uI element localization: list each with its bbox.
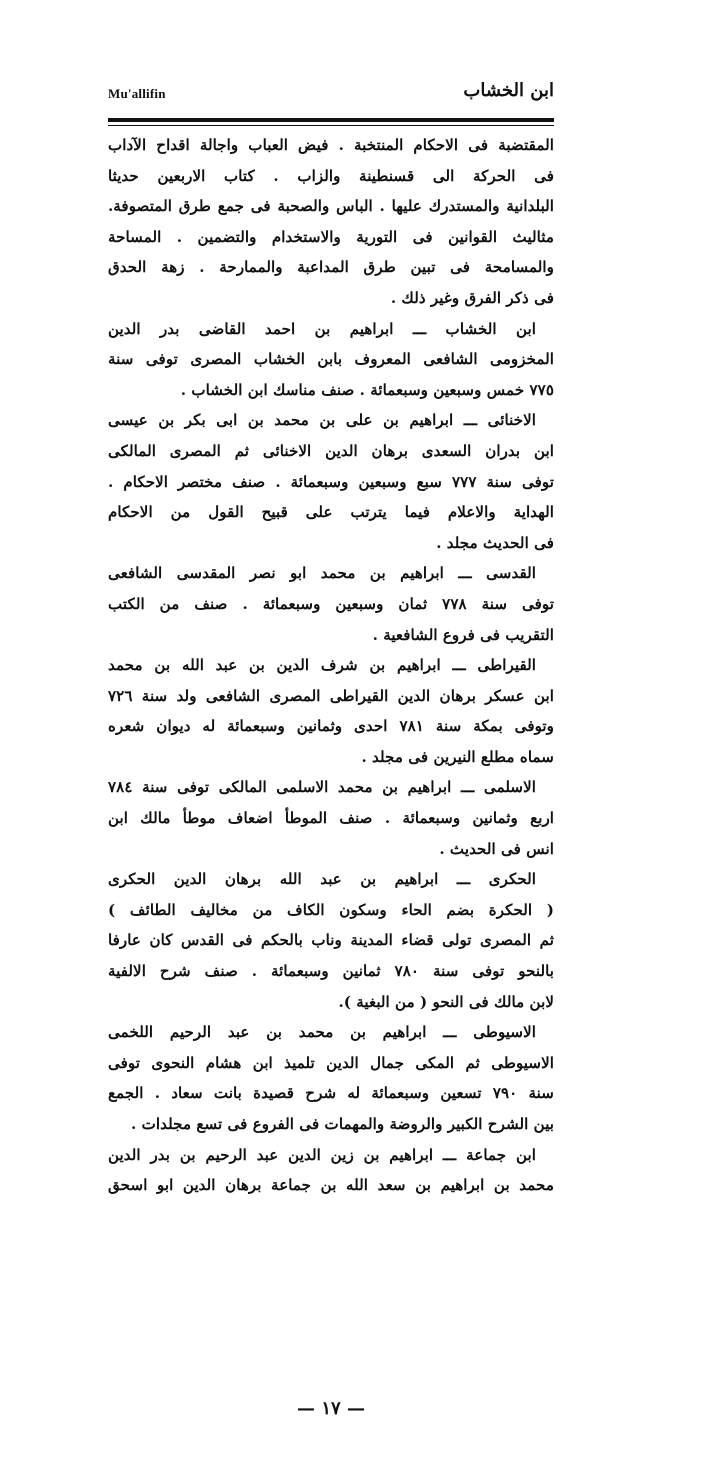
text-line: التقريب فى فروع الشافعية . [372,625,554,644]
text-line: بين الشرح الكبير والروضة والمهمات فى الفروع فى تسع مجلدات . [131,1115,554,1133]
text-line: الهداية والاعلام فيما يترتب على قبيح القول من الاحكام [108,503,554,522]
text-line: انس فى الحديث . [439,839,554,858]
text-line: الاسلمى ـــ ابراهيم بن محمد الاسلمى المالكى توفى سنة ٧٨٤ [108,778,536,797]
header-right-title: ابن الخشاب [463,80,554,101]
text-line: محمد بن ابراهيم بن سعد الله بن جماعة برهان الدين ابو اسحق [108,1176,554,1195]
text-line: ابن الخشاب ـــ ابراهيم بن احمد القاضى بدر الدين [108,319,536,338]
header-rule-thin [108,125,554,126]
text-line: ٧٧٥ خمس وسبعين وسبعمائة . صنف مناسك ابن الخشاب . [180,380,554,399]
text-line: المقتضبة فى الاحكام المنتخبة . فيض العباب واجالة اقداح الآداب [108,136,554,154]
text-line: توفى سنة ٧٧٧ سبع وسبعين وسبعمائة . صنف مختصر الاحكام . [108,472,554,491]
text-line: سنة ٧٩٠ تسعين وسبعمائة له شرح قصيدة بانت سعاد . الجمع [108,1084,554,1103]
text-line: ابن بدران السعدى برهان الدين الاخنائى ثم المصرى المالكى [108,441,554,460]
text-line: ثم المصرى تولى قضاء المدينة وناب بالحكم فى القدس كان عارفا [108,931,554,950]
text-line: بالنحو توفى سنة ٧٨٠ ثمانين وسبعمائة . صنف شرح الالفية [108,962,554,981]
text-line: ( الحكرة بضم الحاء وسكون الكاف من مخاليف الطائف ) [108,900,554,919]
text-line: فى الحديث مجلد . [436,533,554,552]
text-line: القيراطى ـــ ابراهيم بن شرف الدين بن عبد الله بن محمد [108,656,536,675]
running-header [108,80,554,118]
text-line: الحكرى ـــ ابراهيم بن عبد الله برهان الدين الحكرى [108,870,536,889]
text-line: مثاليث القوانين فى التورية والاستخدام والتضمين . المساحة [108,227,554,246]
header-left-text: Mu'allifin [108,86,166,101]
text-line: فى ذكر الفرق وغير ذلك . [390,288,554,307]
text-line: البلدانية والمستدرك عليها . الباس والصحبة فى جمع طرق المتصوفة. [108,197,554,216]
text-line: سماه مطلع النيرين فى مجلد . [361,747,554,766]
text-line: ابن عسكر برهان الدين القيراطى المصرى الشافعى ولد سنة ٧٢٦ [108,686,554,705]
text-line: توفى سنة ٧٧٨ ثمان وسبعين وسبعمائة . صنف من الكتب [108,594,554,613]
page-number: — ١٧ — [297,1398,365,1419]
text-line: اربع وثمانين وسبعمائة . صنف الموطأ اضعاف موطأ مالك ابن [108,809,554,828]
text-line: الاخنائى ـــ ابراهيم بن على بن محمد بن ابى بكر بن عيسى [108,411,536,430]
text-line: فى الحركة الى قسنطينة والزاب . كتاب الاربعين حديثا [108,166,554,185]
text-line: الاسيوطى ثم المكى جمال الدين تلميذ ابن هشام النحوى توفى [108,1053,554,1072]
text-line: القدسى ـــ ابراهيم بن محمد ابو نصر المقدسى الشافعى [108,564,536,583]
text-line: والمسامحة فى تبين طرق المداعبة والممارحة . زهة الحدق [108,258,554,277]
text-line: لابن مالك فى النحو ( من البغية ). [338,992,554,1011]
text-line: المخزومى الشافعى المعروف بابن الخشاب المصرى توفى سنة [108,350,554,369]
header-rule-thick [108,118,554,122]
body-text [108,130,554,1201]
text-line: وتوفى بمكة سنة ٧٨١ احدى وثمانين وسبعمائة له ديوان شعره [108,717,554,736]
text-line: الاسيوطى ـــ ابراهيم بن محمد بن عبد الرحيم اللخمى [108,1023,536,1042]
text-line: ابن جماعة ـــ ابراهيم بن زين الدين عبد الرحيم بن بدر الدين [108,1145,536,1164]
